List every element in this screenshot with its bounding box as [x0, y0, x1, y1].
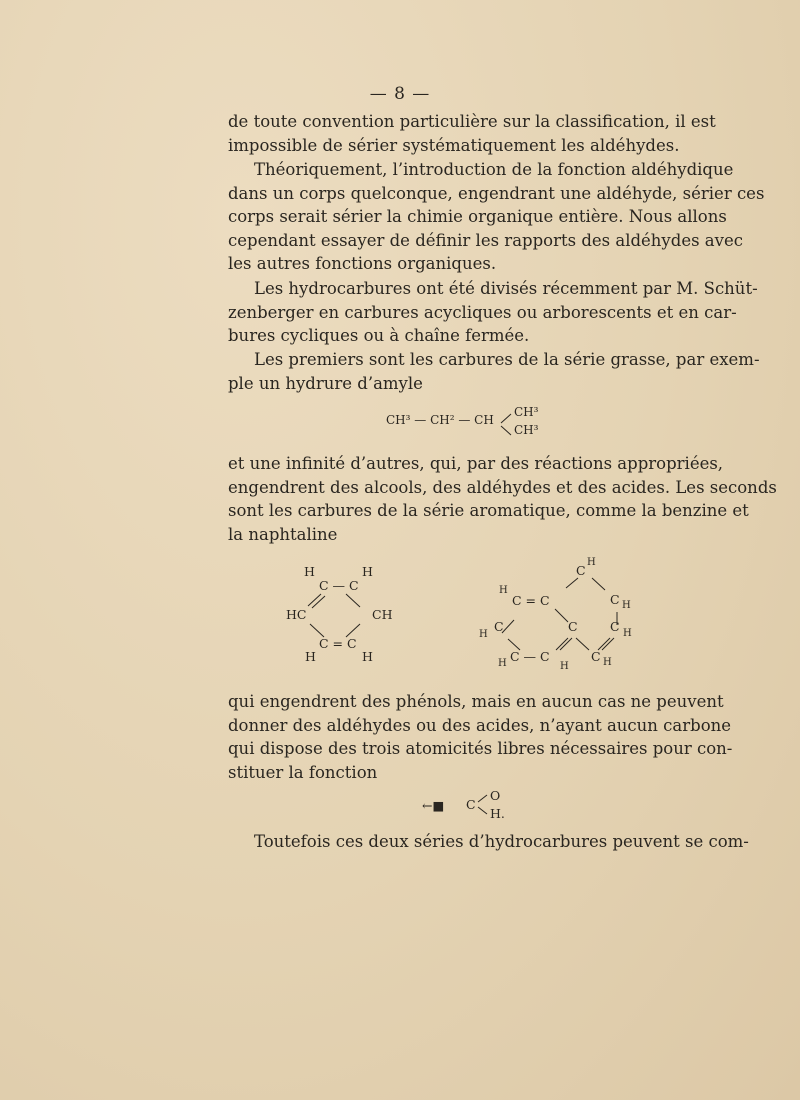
text-line: donner des aldéhydes ou des acides, n’ayant aucun carbone	[228, 715, 732, 735]
text-line: ple un hydrure d’amyle	[228, 373, 423, 393]
paragraph-3	[228, 277, 758, 348]
bond-single: C — C	[319, 578, 359, 593]
bond-double: C = C	[319, 636, 357, 651]
atom-hc: HC	[286, 607, 307, 622]
text-line: Toutefois ces deux séries d’hydrocarbures peuvent se com-	[254, 832, 749, 851]
atom-ch: CH	[372, 607, 393, 622]
text-line: qui dispose des trois atomicités libres nécessaires pour con-	[228, 739, 733, 758]
atom-c: C	[610, 592, 620, 607]
text-line: corps serait sérier la chimie organique entière. Nous allons	[228, 207, 727, 226]
atom-h: H	[498, 658, 507, 669]
atom-h: H	[479, 629, 488, 640]
atom-h: H	[603, 657, 612, 668]
aldehyde-function-formula	[420, 788, 530, 822]
atom-c: C	[494, 619, 504, 634]
atom-c: C	[591, 649, 601, 664]
text-line: impossible de sérier systématiquement les aldéhydes.	[228, 135, 680, 155]
bond-double: C = C	[512, 593, 550, 608]
atom-o: O	[490, 788, 501, 803]
benzene-structure	[280, 560, 410, 670]
branch-bottom: CH³	[514, 423, 539, 437]
paragraph-4	[228, 348, 760, 395]
text-line: Théoriquement, l’introduction de la fonction aldéhydique	[254, 160, 734, 179]
page-number: — 8 —	[369, 84, 431, 104]
atom-h: H	[362, 649, 373, 664]
atom-c: C	[576, 563, 586, 578]
formula-main: CH³ — CH² — CH	[386, 413, 494, 427]
atom-h: H.	[490, 806, 505, 821]
text-line: sont les carbures de la série aromatique, comme la benzine et	[228, 501, 749, 520]
atom-h: H	[304, 564, 315, 579]
text-line: zenberger en carbures acycliques ou arborescents et en car-	[228, 302, 737, 322]
atom-c: C	[610, 619, 620, 634]
atom-c: C	[466, 797, 476, 812]
branch-top: CH³	[514, 405, 539, 419]
text-line: dans un corps quelconque, engendrant une aldéhyde, sérier ces	[228, 183, 765, 203]
text-line: la naphtaline	[228, 524, 338, 544]
atom-h: H	[499, 585, 508, 596]
arrow-mark: ←■	[422, 798, 445, 813]
atom-h: H	[623, 628, 632, 639]
text-line: Les hydrocarbures ont été divisés récemment par M. Schüt-	[254, 279, 758, 298]
text-line: cependant essayer de définir les rapports des aldéhydes avec	[228, 230, 743, 250]
atom-c: C	[568, 619, 578, 634]
text-line: bures cycliques ou à chaîne fermée.	[228, 326, 530, 345]
amyl-hydride-formula	[386, 404, 556, 440]
text-line: stituer la fonction	[228, 762, 378, 782]
text-line: Les premiers sont les carbures de la série grasse, par exem-	[254, 350, 760, 369]
atom-h: H	[560, 661, 569, 672]
text-line: qui engendrent des phénols, mais en aucun cas ne peuvent	[228, 692, 724, 711]
atom-h: H	[622, 600, 631, 611]
paragraph-7	[228, 830, 749, 854]
bond-single: C — C	[510, 649, 550, 664]
text-line: et une infinité d’autres, qui, par des réactions appropriées,	[228, 454, 724, 473]
paragraph-6	[228, 690, 733, 784]
text-line: les autres fonctions organiques.	[228, 254, 497, 273]
atom-h: H	[587, 557, 596, 568]
text-line: de toute convention particulière sur la classification, il est	[228, 112, 716, 131]
naphthalene-structure	[470, 555, 650, 680]
paragraph-2	[228, 158, 765, 276]
paragraph-5	[228, 452, 777, 546]
paragraph-1	[228, 110, 716, 157]
atom-h: H	[305, 649, 316, 664]
atom-h: H	[362, 564, 373, 579]
text-line: engendrent des alcools, des aldéhydes et des acides. Les seconds	[228, 477, 777, 497]
